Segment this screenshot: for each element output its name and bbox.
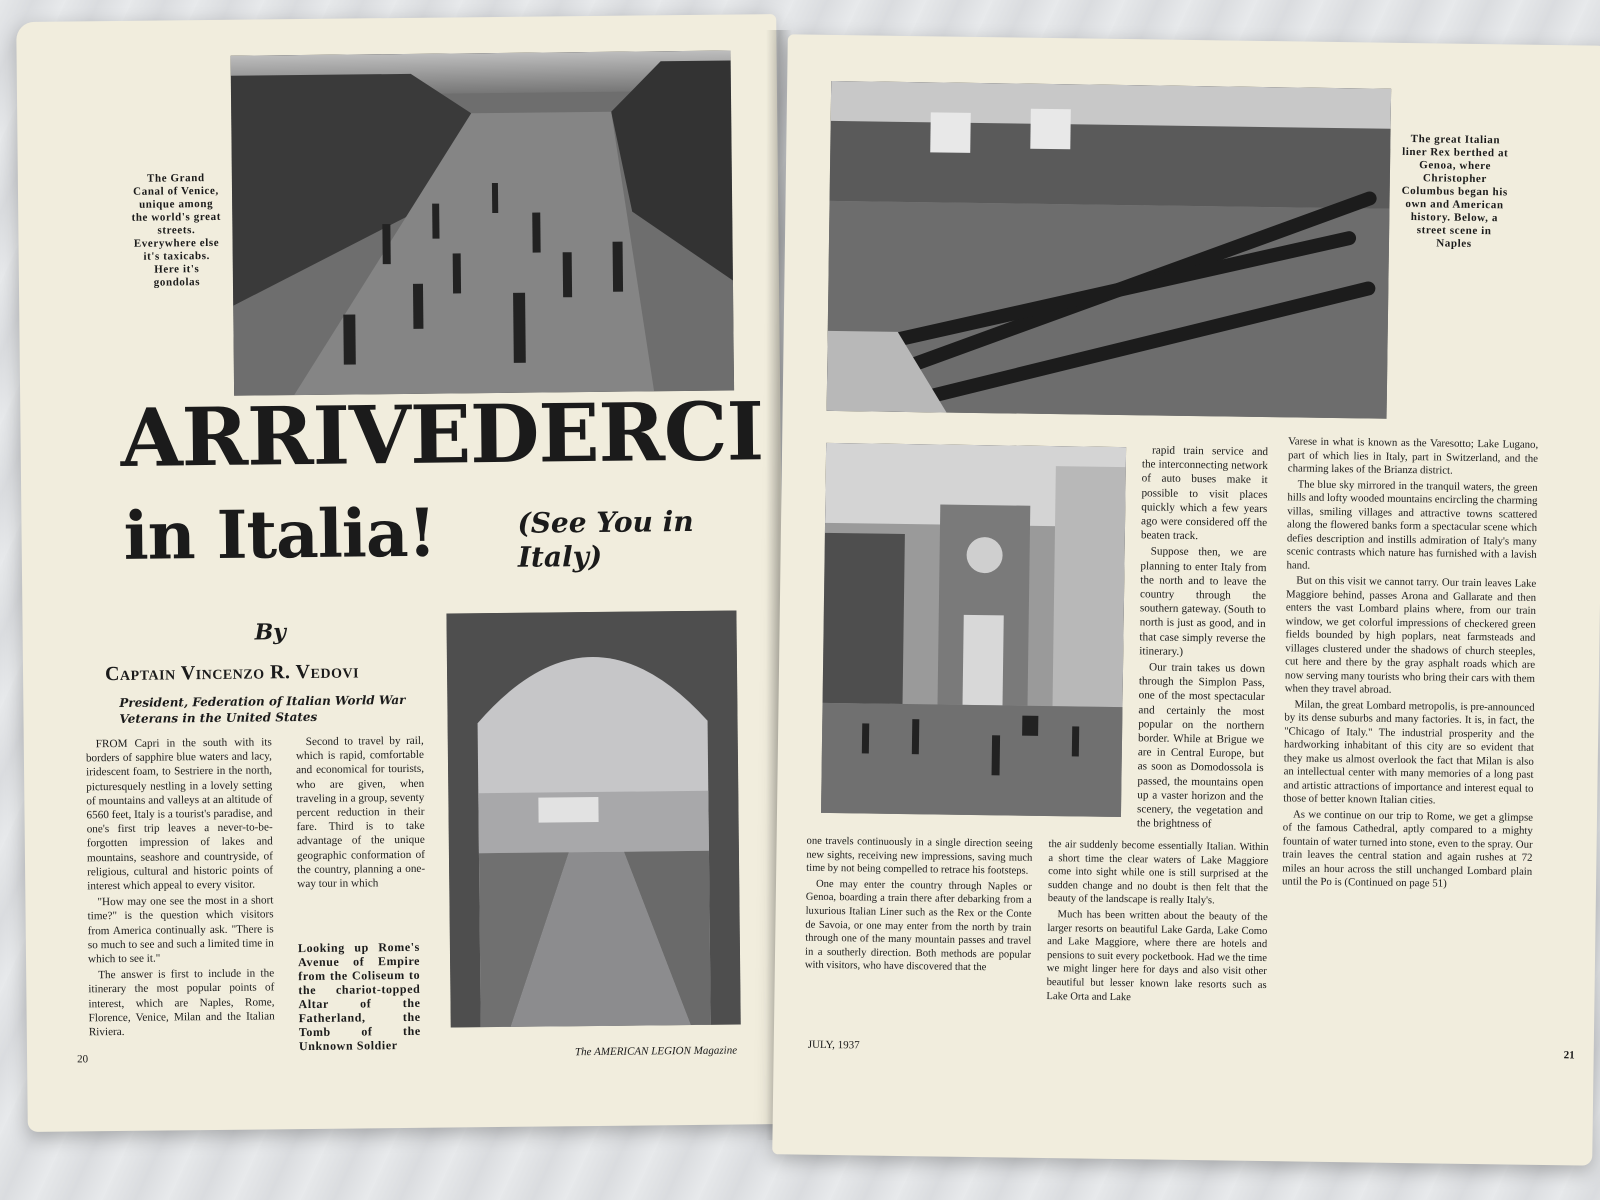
bottom-column-1	[805, 835, 1033, 978]
date-footer: JULY, 1937	[807, 1038, 860, 1052]
byline-by: By	[254, 619, 287, 646]
paragraph: The answer is first to include in the itinerary the most popular points of interest, which are Naples, Rome, Florence, Venice, Milan and the Italian Riviera.	[88, 967, 275, 1039]
paragraph: "How may one see the most in a short time?" is the question which visitors from America continually ask. "There is so much to see and such a limited time in which to see it."	[87, 894, 274, 966]
paragraph: Second to travel by rail, which is rapid, comfortable and economical for tourists, who are given, when traveling in a group, seventy percent reduction in their fare. Third is to take advantage of the unique geographic conformation of the country, planning a one-way tour in which	[295, 734, 426, 891]
rome-avenue-of-empire-photo	[446, 611, 740, 1028]
left-page	[16, 14, 788, 1132]
bottom-column-2	[1046, 838, 1268, 1008]
venice-caption: The Grand Canal of Venice, unique among the world's great streets. Everywhere else it's taxicabs. Here it's gondolas	[131, 172, 222, 289]
rome-caption: Looking up Rome's Avenue of Empire from the Coliseum to the chariot-topped Altar of the Fatherland, the Tomb of the Unknown Soldier	[297, 939, 421, 1054]
author-role: President, Federation of Italian World War Veterans in the United States	[119, 692, 406, 726]
naples-street-scene-photo	[821, 443, 1126, 817]
paragraph: Varese in what is known as the Varesotto; Lake Lugano, part of which lies in Italy, part in Switzerland, and the charming lakes of the Brianza district.	[1287, 435, 1539, 477]
paragraph: But on this visit we cannot tarry. Our train leaves Lake Maggiore behind, passes Arona and Gallarate and then enters the vast Lombard plains where, from our train window, we get colorful impressions of checkered green fields bounded by high poplars, neat farmsteads and villages clustered under the shadows of church steeples, cut here and there by the gray asphalt roads which are now serving many tourists who bring their cars with them when they travel abroad.	[1284, 574, 1537, 696]
right-column-a	[1137, 443, 1268, 834]
paragraph: Much has been written about the beauty of the larger resorts on beautiful Lake Garda, Lake Como and Lake Maggiore, where there are hotels and pensions to suit every pocketbook. Had we the time we might linger here for days and also visit other beautiful but lesser known lake resorts such as Lake Orta and Lake	[1046, 909, 1268, 1003]
title-arrivederci: ARRIVEDERCI	[120, 384, 764, 485]
paragraph: Suppose then, we are planning to enter Italy from the north and to leave the country through the southern gateway. (South to north is just as good, and in that case simply reverse the itinerary.)	[1139, 545, 1267, 658]
right-page	[772, 34, 1600, 1165]
magazine-footer: The AMERICAN LEGION Magazine	[574, 1044, 738, 1059]
paragraph: Milan, the great Lombard metropolis, is pre-announced by its dense suburbs and many factories. It is, in fact, the "Chicago of Italy." The industrial prosperity and the hardworking inhabitant of this city are so evident that they make us almost overlook the fact that Milan is also an intellectual center with many memories of a long past and artistic attractions of importance and interest equal to those of better known Italian cities.	[1283, 697, 1535, 807]
page-number-right: 21	[1563, 1049, 1575, 1062]
left-column-1	[86, 735, 275, 1041]
paragraph: The blue sky mirrored in the tranquil waters, the green hills and lofty wooded mountains encircling the charming villas, smiling villages and attractive towns scattered along the flowered banks form a spectacular scene which defies description and instills admiration of Italy's many scenic contrasts which nature has furnished with a lavish hand.	[1286, 477, 1538, 572]
author-name: Captain Vincenzo R. Vedovi	[104, 660, 360, 686]
venice-grand-canal-photo	[231, 51, 735, 396]
title-see-you-in-italy: (See You in Italy)	[517, 504, 694, 574]
paragraph: As we continue on our trip to Rome, we get a glimpse of the famous Cathedral, aptly compared to a mighty fountain of water turned into stone, even to the spray. Our train leaves the central station and again rushes at 72 miles an hour across the still unchanged Lombard plain until the Po is (Continued on page 51)	[1281, 807, 1534, 890]
title-in-italia: in Italia!	[123, 493, 437, 575]
paragraph: rapid train service and the interconnecting network of auto buses make it possible to visit places quickly which a few years ago were considered off the beaten track.	[1140, 444, 1269, 543]
paragraph: One may enter the country through Naples or Genoa, boarding a train there after debarking from a luxurious Italian Liner such as the Rex or the Conte de Savoia, or one may enter from the north by train through one of the many mountain passes and travel in a southerly direction. Both methods are popular with visitors, who have discovered that the	[804, 878, 1033, 974]
paragraph: the air suddenly become essentially Italian. Within a short time the clear waters of Lake Maggiore come into sight while one is still surprised at the sudden change and no doubt is then felt that the beauty of the landscape is really Italy's.	[1047, 839, 1269, 907]
right-column-b	[1282, 435, 1538, 894]
paragraph: Our train takes us down through the Simplon Pass, one of the most spectacular and certainly the most popular on the northern border. While at Brigue we are in Central Europe, but as soon as Domodossola is passed, the mountains open up a vaster horizon and the scenery, the vegetation and the brightness of	[1136, 661, 1266, 831]
paragraph: one travels continuously in a single direction seeing new sights, receiving new impressions, saving much time by not being compelled to retrace his footsteps.	[806, 835, 1033, 877]
left-column-2	[296, 734, 426, 894]
page-number-left: 20	[77, 1053, 89, 1066]
genoa-caption: The great Italian liner Rex berthed at Genoa, where Christopher Columbus began his own and American history. Below, a street scene in Naples	[1401, 133, 1509, 250]
paragraph: FROM Capri in the south with its borders of sapphire blue waters and lacy, iridescent foam, to Sestriere in the north, picturesquely nestling in a lovely setting of mountains and valleys at an altitude of 6560 feet, Italy is a tourist's paradise, and one's first trip leaves a never-to-be-forgotten impression of lakes and mountains, seashore and countryside, of religious, cultural and historic points of interest which appeal to every visitor.	[85, 736, 274, 893]
genoa-harbor-rex-photo	[827, 81, 1392, 419]
